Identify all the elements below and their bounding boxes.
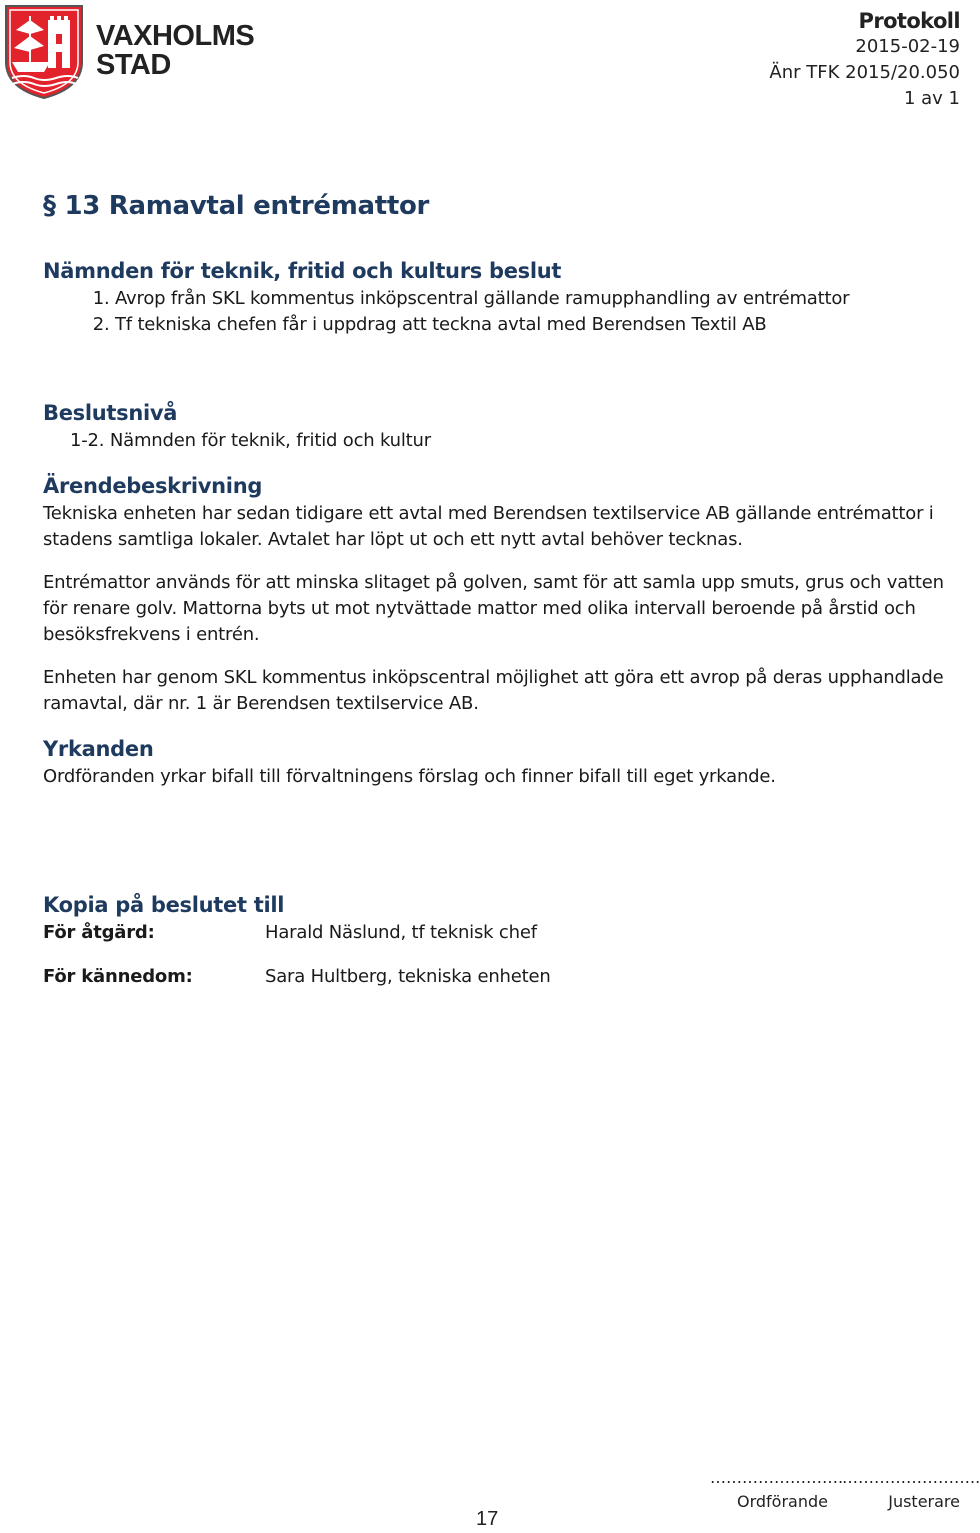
- copy-recipient: Sara Hultberg, tekniska enheten: [265, 966, 551, 987]
- vaxholm-logo: [4, 4, 254, 100]
- page-count: 1 av 1: [903, 88, 960, 109]
- signature-line: …………………….: [710, 1468, 844, 1487]
- page-number: 17: [476, 1508, 499, 1530]
- logo-wordmark: VAXHOLMS STAD: [96, 20, 255, 81]
- protocol-body: [43, 188, 960, 990]
- signature-label: Justerare: [888, 1492, 960, 1511]
- copy-recipient: Harald Näslund, tf teknisk chef: [265, 922, 537, 943]
- decision-list: [43, 286, 960, 338]
- signature-label: Ordförande: [737, 1492, 828, 1511]
- adjuster-signature: [842, 1466, 980, 1514]
- description-paragraph: Tekniska enheten har sedan tidigare ett avtal med Berendsen textilservice AB gällande entrémattor i stadens samtliga lokaler. Avtalet har löpt ut och ett nytt avtal behöver tecknas.: [43, 503, 934, 550]
- chair-signature: [710, 1466, 844, 1514]
- description-heading: Ärendebeskrivning: [43, 474, 263, 498]
- coat-of-arms-icon: [4, 4, 86, 100]
- description-paragraph: Enheten har genom SKL kommentus inköpscentral möjlighet att göra ett avrop på deras upphandlade ramavtal, där nr. 1 är Berendsen textilservice AB.: [43, 667, 944, 714]
- decision-heading: Nämnden för teknik, fritid och kulturs beslut: [43, 259, 562, 283]
- level-heading: Beslutsnivå: [43, 401, 178, 425]
- copy-row-info: [43, 964, 960, 990]
- signature-line: ……………………..: [842, 1468, 980, 1487]
- section-title: § 13 Ramavtal entrémattor: [43, 191, 430, 221]
- document-date: 2015-02-19: [855, 36, 960, 57]
- decision-item: 2. Tf tekniska chefen får i uppdrag att teckna avtal med Berendsen Textil AB: [115, 312, 960, 338]
- case-reference: Änr TFK 2015/20.050: [769, 62, 960, 83]
- motions-heading: Yrkanden: [43, 737, 154, 761]
- level-text: 1-2. Nämnden för teknik, fritid och kultur: [70, 430, 431, 451]
- decision-item: 1. Avrop från SKL kommentus inköpscentral gällande ramupphandling av entrémattor: [115, 286, 960, 312]
- copy-row-action: [43, 920, 960, 946]
- description-paragraph: Entrémattor används för att minska slitaget på golven, samt för att samla upp smuts, grus och vatten för renare golv. Mattorna byts ut mot nytvättade mattor med olika intervall beroende på årstid och besöksfrekvens i entrén.: [43, 572, 944, 645]
- motions-text: Ordföranden yrkar bifall till förvaltningens förslag och finner bifall till eget yrkande.: [43, 766, 776, 787]
- document-type: Protokoll: [858, 9, 960, 33]
- copy-label: För åtgärd:: [43, 922, 155, 943]
- copy-label: För kännedom:: [43, 966, 193, 987]
- copy-heading: Kopia på beslutet till: [43, 893, 285, 917]
- document-meta: [769, 8, 960, 112]
